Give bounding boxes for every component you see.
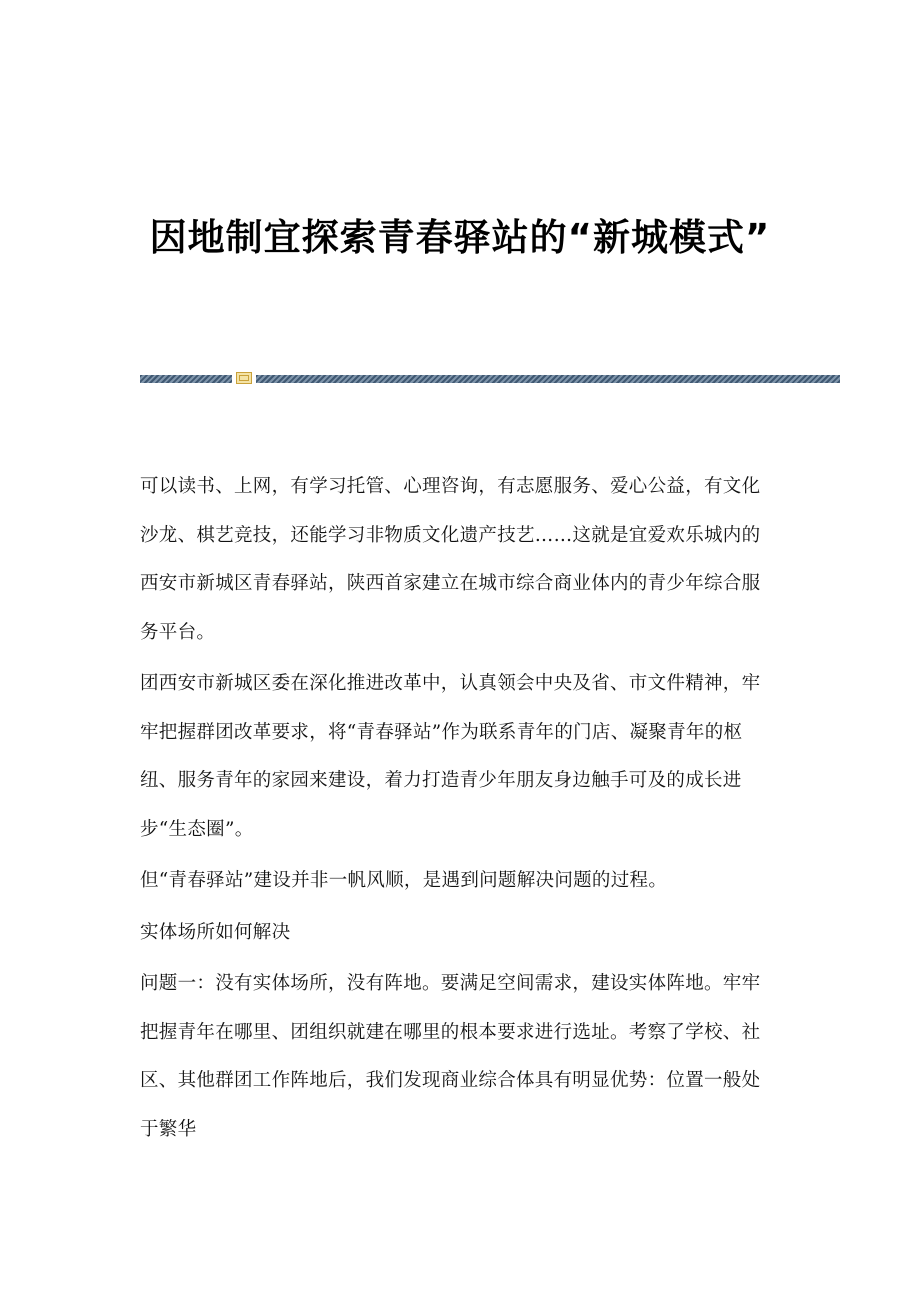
document-title: 因地制宜探索青春驿站的“新城模式”: [149, 215, 771, 259]
divider-bar-left: [140, 375, 232, 383]
divider-ornament-icon: [236, 372, 252, 384]
paragraph: 但“青春驿站”建设并非一帆风顺，是遇到问题解决问题的过程。: [140, 870, 668, 891]
paragraph: 问题一：没有实体场所，没有阵地。要满足空间需求，建设实体阵地。牢牢把握青年在哪里、团组织就建在哪里的根本要求进行选址。考察了学校、社区、其他群团工作阵地后，我们发现商业综合体具有明显优势：位置一般处于繁华: [140, 973, 761, 1140]
document-body: [140, 463, 772, 1157]
divider-bar-right: [256, 375, 840, 383]
title-divider: [140, 375, 840, 383]
section-heading: 实体场所如何解决: [140, 921, 291, 943]
paragraph: 可以读书、上网，有学习托管、心理咨询，有志愿服务、爱心公益，有文化沙龙、棋艺竞技，还能学习非物质文化遗产技艺……这就是宜爱欢乐城内的西安市新城区青春驿站，陕西首家建立在城市综合商业体内的青少年综合服务平台。: [140, 476, 761, 643]
paragraph: 团西安市新城区委在深化推进改革中，认真领会中央及省、市文件精神，牢牢把握群团改革要求，将“青春驿站”作为联系青年的门店、凝聚青年的枢纽、服务青年的家园来建设，着力打造青少年朋友身边触手可及的成长进步“生态圈”。: [140, 673, 761, 840]
